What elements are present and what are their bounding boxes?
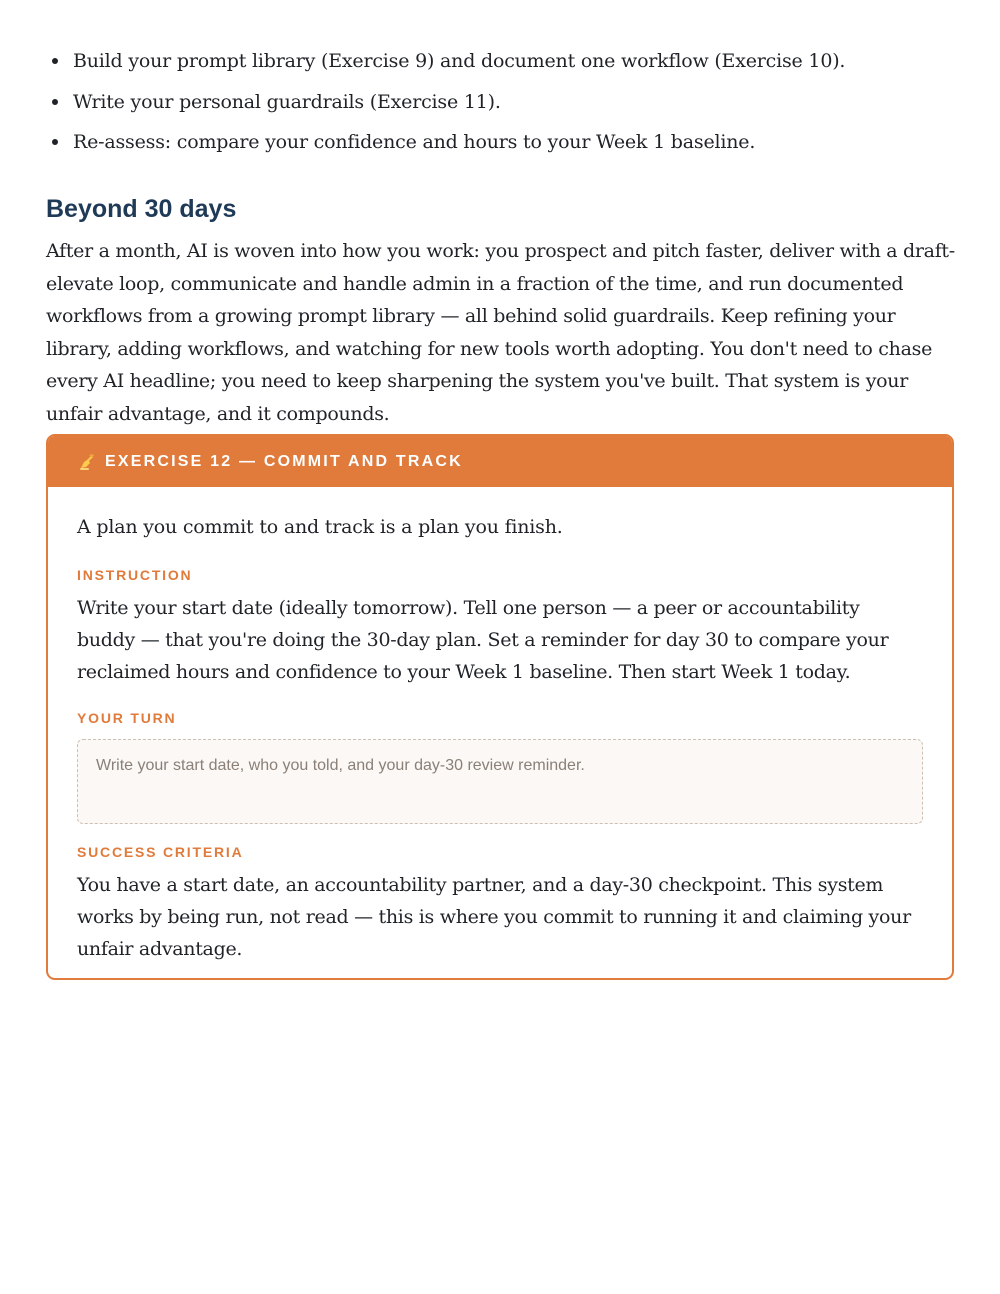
bullet-dot [52, 139, 58, 145]
bullet-dot [52, 58, 58, 64]
list-item [46, 125, 954, 159]
exercise-title: EXERCISE 12 — COMMIT AND TRACK [105, 452, 463, 470]
bullet-list [46, 44, 954, 166]
answer-placeholder: Write your start date, who you told, and your day-30 review reminder. [96, 757, 585, 774]
exercise-intro: A plan you commit to and track is a plan you finish. [77, 516, 563, 538]
exercise-card [46, 434, 954, 980]
your-turn-label: YOUR TURN [77, 710, 177, 726]
writing-hand-icon [78, 453, 96, 471]
success-criteria-label: SUCCESS CRITERIA [77, 844, 244, 860]
list-item [46, 44, 954, 78]
section-paragraph: After a month, AI is woven into how you work: you prospect and pitch faster, deliver with a draft-elevate loop, communicate and handle admin in a fraction of the time, and run documented workflows from a growing prompt library — all behind solid guardrails. Keep refining your library, adding workflows, and watching for new tools worth adopting. You don't need to chase every AI headline; you need to keep sharpening the system you've built. That system is your unfair advantage, and it compounds. [46, 240, 955, 425]
list-item [46, 85, 954, 119]
list-item-text: Build your prompt library (Exercise 9) and document one workflow (Exercise 10). [73, 50, 846, 72]
exercise-header [48, 436, 952, 487]
success-criteria-text: You have a start date, an accountability partner, and a day-30 checkpoint. This system works by being run, not read — this is where you commit to running it and claiming your unfair advantage. [77, 874, 911, 960]
section-heading: Beyond 30 days [46, 195, 237, 223]
your-turn-answer-field[interactable] [77, 739, 923, 824]
instruction-label: INSTRUCTION [77, 567, 193, 583]
bullet-dot [52, 99, 58, 105]
list-item-text: Re-assess: compare your confidence and hours to your Week 1 baseline. [73, 131, 756, 153]
instruction-text: Write your start date (ideally tomorrow). Tell one person — a peer or accountability buddy — that you're doing the 30-day plan. Set a reminder for day 30 to compare your reclaimed hours and confidence to your Week 1 baseline. Then start Week 1 today. [77, 597, 889, 683]
list-item-text: Write your personal guardrails (Exercise 11). [73, 90, 501, 113]
